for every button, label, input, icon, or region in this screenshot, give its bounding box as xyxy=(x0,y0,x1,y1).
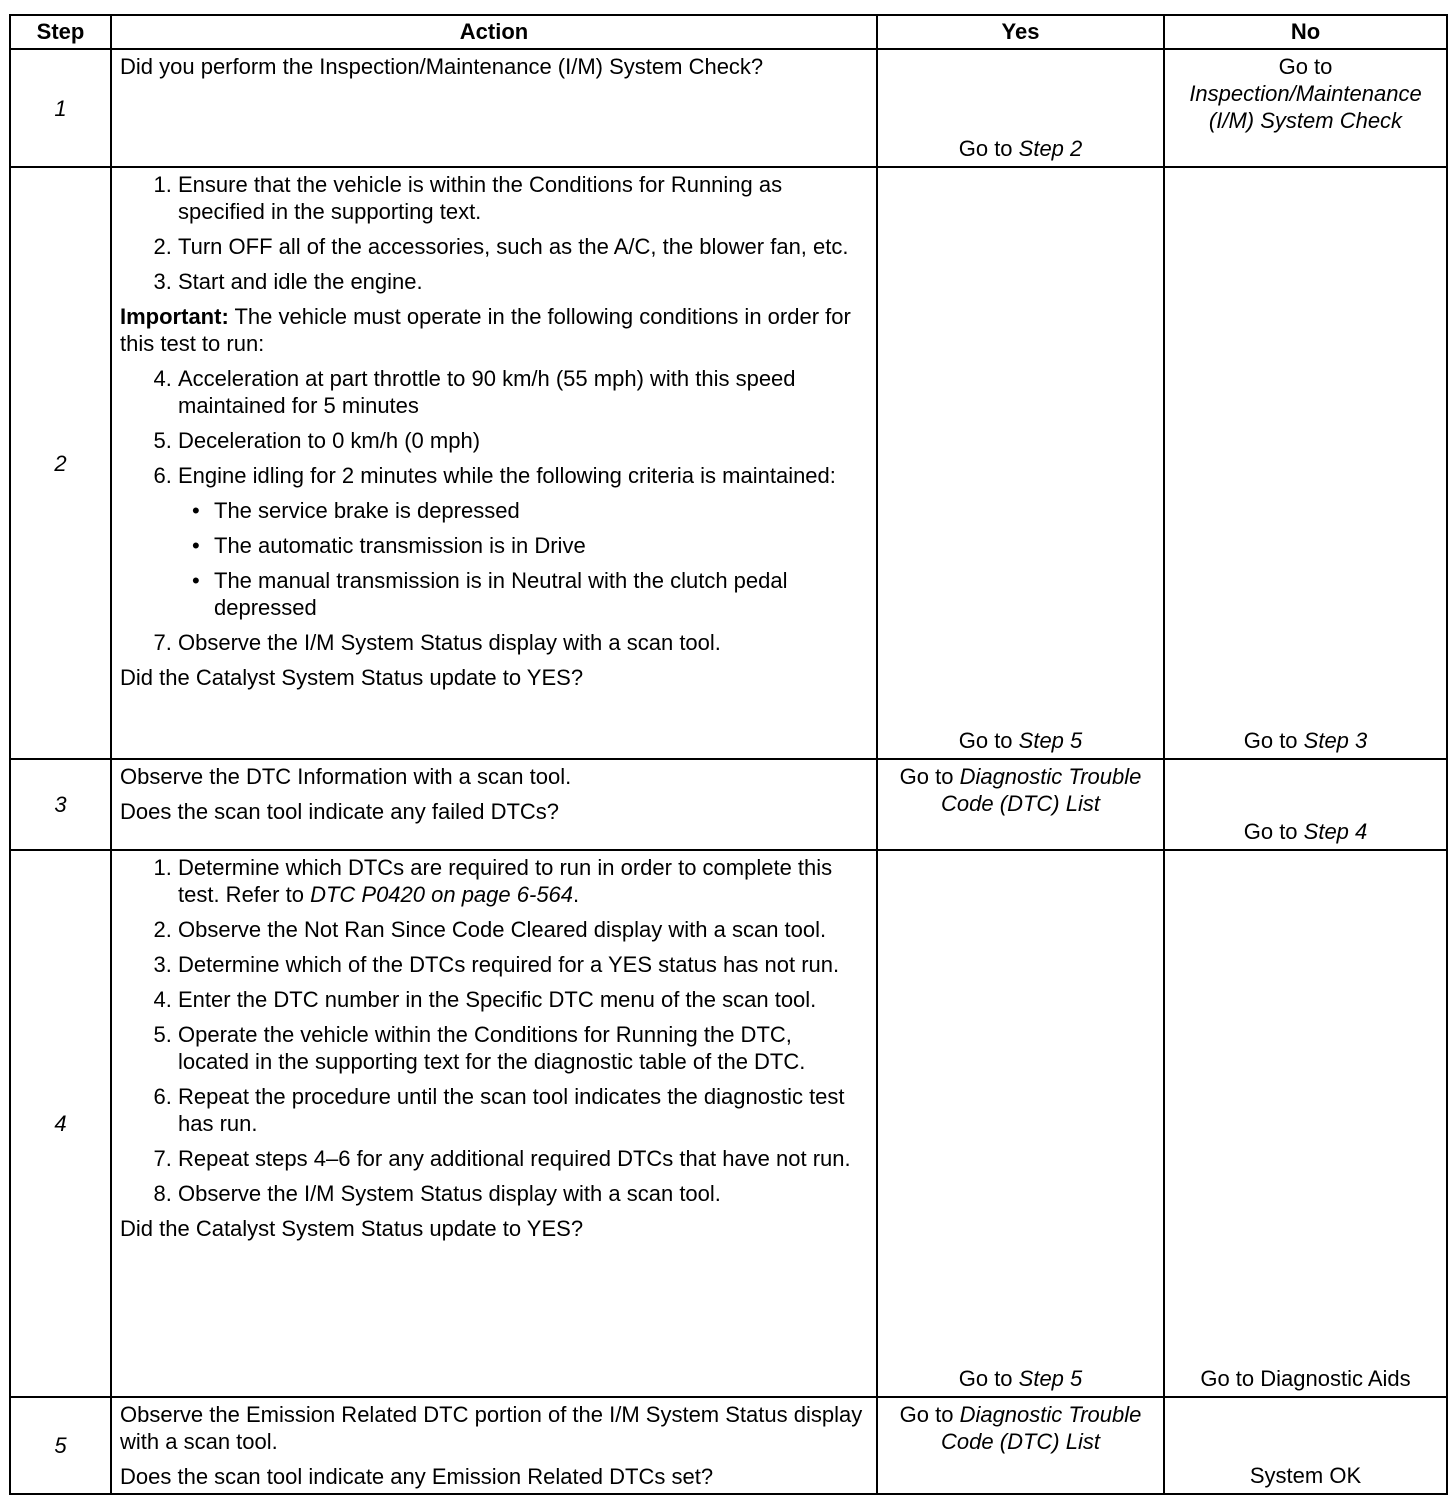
table-row xyxy=(10,167,1447,759)
yes-prefix: Go to xyxy=(958,1366,1019,1391)
yes-link[interactable]: Diagnostic Trouble Code (DTC) List xyxy=(941,764,1142,816)
no-link[interactable]: Step 4 xyxy=(1303,819,1368,844)
list-item: 5. Deceleration to 0 km/h (0 mph) xyxy=(178,427,868,454)
bullet-item: • The service brake is depressed xyxy=(214,497,868,524)
yes-prefix: Go to xyxy=(899,1402,960,1427)
header-step: Step xyxy=(10,15,111,49)
instruction-text: Observe the Emission Related DTC portion of the I/M System Status display with a scan tool. xyxy=(120,1402,863,1454)
important-label: Important: xyxy=(120,304,229,329)
procedure-list xyxy=(120,171,868,295)
diagnostic-table xyxy=(9,14,1448,1495)
no-text: System OK xyxy=(1249,1463,1362,1488)
step-number: 5 xyxy=(10,1397,111,1494)
list-item-text: Engine idling for 2 minutes while the following criteria is maintained: xyxy=(178,463,836,488)
list-item xyxy=(178,462,868,621)
step-number: 3 xyxy=(10,759,111,850)
question-text: Does the scan tool indicate any failed DTCs? xyxy=(120,799,560,824)
step-number: 1 xyxy=(10,49,111,167)
yes-cell xyxy=(877,167,1164,759)
question-text: Did the Catalyst System Status update to YES? xyxy=(120,665,584,690)
table-row xyxy=(10,49,1447,167)
question-text: Did the Catalyst System Status update to YES? xyxy=(120,1216,584,1241)
no-cell xyxy=(1164,759,1447,850)
table-row xyxy=(10,1397,1447,1494)
list-item: 6. Repeat the procedure until the scan tool indicates the diagnostic test has run. xyxy=(178,1083,868,1137)
yes-cell xyxy=(877,850,1164,1397)
important-text: The vehicle must operate in the following conditions in order for this test to run: xyxy=(120,304,851,356)
no-cell xyxy=(1164,49,1447,167)
question-text: Did you perform the Inspection/Maintenance (I/M) System Check? xyxy=(120,54,764,79)
action-cell xyxy=(111,167,877,759)
bullet-item: • The automatic transmission is in Drive xyxy=(214,532,868,559)
yes-cell xyxy=(877,759,1164,850)
yes-link[interactable]: Step 5 xyxy=(1018,1366,1083,1391)
list-item: 8. Observe the I/M System Status display with a scan tool. xyxy=(178,1180,868,1207)
no-prefix: Go to xyxy=(1243,728,1304,753)
no-text[interactable]: Go to Diagnostic Aids xyxy=(1200,1366,1411,1391)
table-row xyxy=(10,759,1447,850)
list-item: 7. Observe the I/M System Status display with a scan tool. xyxy=(178,629,868,656)
list-item: 3. Determine which of the DTCs required for a YES status has not run. xyxy=(178,951,868,978)
no-cell xyxy=(1164,850,1447,1397)
step-number: 4 xyxy=(10,850,111,1397)
step-number: 2 xyxy=(10,167,111,759)
list-item: 3. Start and idle the engine. xyxy=(178,268,868,295)
action-cell xyxy=(111,850,877,1397)
action-cell xyxy=(111,759,877,850)
list-item-end: . xyxy=(573,882,580,907)
yes-cell xyxy=(877,49,1164,167)
yes-link[interactable]: Step 2 xyxy=(1018,136,1083,161)
yes-prefix: Go to xyxy=(899,764,960,789)
action-cell xyxy=(111,49,877,167)
list-item xyxy=(178,854,868,908)
list-item: 2. Turn OFF all of the accessories, such as the A/C, the blower fan, etc. xyxy=(178,233,868,260)
procedure-list xyxy=(120,365,868,656)
header-yes: Yes xyxy=(877,15,1164,49)
header-no: No xyxy=(1164,15,1447,49)
yes-prefix: Go to xyxy=(958,136,1019,161)
no-cell xyxy=(1164,167,1447,759)
list-item: 4. Enter the DTC number in the Specific DTC menu of the scan tool. xyxy=(178,986,868,1013)
yes-link[interactable]: Diagnostic Trouble Code (DTC) List xyxy=(941,1402,1142,1454)
no-prefix: Go to xyxy=(1243,819,1304,844)
header-row xyxy=(10,15,1447,49)
bullet-item: • The manual transmission is in Neutral with the clutch pedal depressed xyxy=(214,567,868,621)
table-row xyxy=(10,850,1447,1397)
no-link[interactable]: Step 3 xyxy=(1303,728,1368,753)
list-item: 2. Observe the Not Ran Since Code Cleared display with a scan tool. xyxy=(178,916,868,943)
dtc-reference-link[interactable]: DTC P0420 on page 6-564 xyxy=(310,882,574,907)
list-item: 4. Acceleration at part throttle to 90 km/h (55 mph) with this speed maintained for 5 minutes xyxy=(178,365,868,419)
list-item-text: Determine which DTCs are required to run in order to complete this test. Refer to xyxy=(178,855,833,907)
yes-link[interactable]: Step 5 xyxy=(1018,728,1083,753)
instruction-text: Observe the DTC Information with a scan tool. xyxy=(120,764,572,789)
procedure-list xyxy=(120,854,868,1207)
important-note xyxy=(120,303,868,357)
criteria-list xyxy=(178,497,868,621)
question-text: Does the scan tool indicate any Emission Related DTCs set? xyxy=(120,1464,714,1489)
list-item: 7. Repeat steps 4–6 for any additional required DTCs that have not run. xyxy=(178,1145,868,1172)
no-link[interactable]: Inspection/Maintenance (I/M) System Check xyxy=(1189,81,1422,133)
yes-cell xyxy=(877,1397,1164,1494)
no-prefix: Go to xyxy=(1278,54,1333,79)
action-cell xyxy=(111,1397,877,1494)
list-item: 5. Operate the vehicle within the Conditions for Running the DTC, located in the supporting text for the diagnostic table of the DTC. xyxy=(178,1021,868,1075)
header-action: Action xyxy=(111,15,877,49)
list-item: 1. Ensure that the vehicle is within the Conditions for Running as specified in the supporting text. xyxy=(178,171,868,225)
yes-prefix: Go to xyxy=(958,728,1019,753)
no-cell xyxy=(1164,1397,1447,1494)
